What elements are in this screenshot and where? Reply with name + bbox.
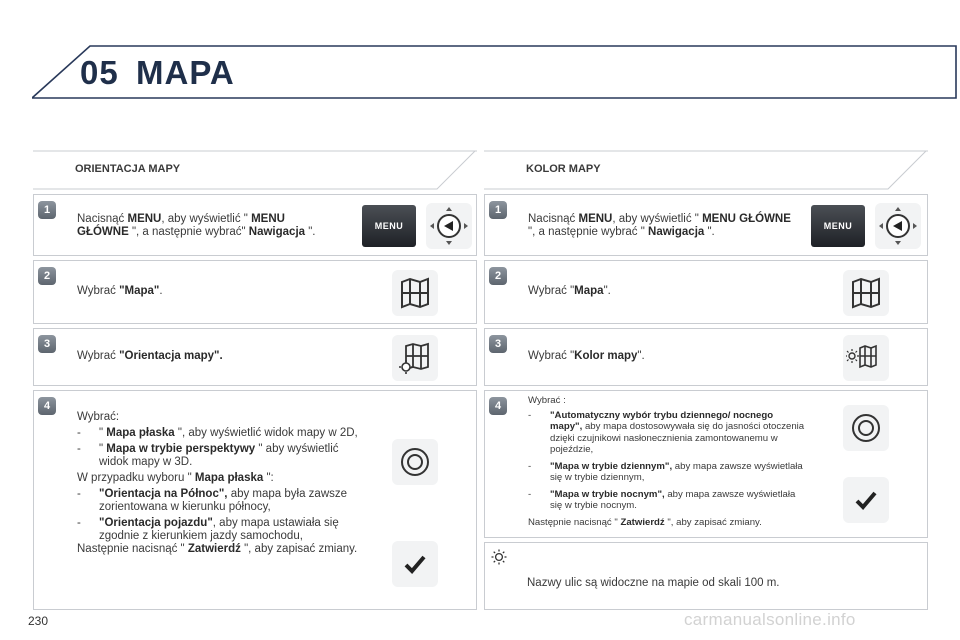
section-title-bar	[33, 150, 477, 190]
step-text: Wybrać "Kolor mapy".	[528, 350, 645, 362]
confirm-check-icon	[392, 541, 438, 587]
left-column	[33, 150, 477, 555]
step-number: 1	[489, 201, 507, 219]
section-title: ORIENTACJA MAPY	[75, 163, 181, 175]
list-item: - "Orientacja na Północ", aby mapa była zawsze zorientowana w kierunku północy,	[77, 488, 348, 513]
navigation-knob-icon	[426, 203, 472, 249]
step-4	[484, 390, 928, 538]
sun-icon	[491, 549, 507, 565]
step-text: Nacisnąć MENU, aby wyświetlić " MENU GŁÓWNE ", a następnie wybrać" Nawigacja ".	[77, 213, 316, 238]
step-number: 4	[489, 397, 507, 415]
step-number: 3	[489, 335, 507, 353]
menu-button[interactable]: MENU	[811, 205, 865, 247]
section-title-bar	[484, 150, 928, 190]
list-item: - " Mapa płaska ", aby wyświetlić widok mapy w 2D,	[77, 427, 358, 439]
map-icon	[392, 270, 438, 316]
note-text: Nazwy ulic są widoczne na mapie od skali 100 m.	[527, 577, 780, 589]
step-text: Wybrać "Mapa".	[77, 285, 163, 297]
map-icon	[843, 270, 889, 316]
list-item: - " Mapa w trybie perspektywy " aby wyświetlić widok mapy w 3D.	[77, 443, 339, 468]
step-2	[33, 260, 477, 324]
radio-selector-icon	[392, 439, 438, 485]
menu-button[interactable]: MENU	[362, 205, 416, 247]
map-orientation-icon	[392, 335, 438, 381]
step-text: Nacisnąć MENU, aby wyświetlić " MENU GŁÓWNE ", a następnie wybrać " Nawigacja ".	[528, 213, 791, 238]
step-number: 1	[38, 201, 56, 219]
list-item: - "Mapa w trybie dziennym", aby mapa zawsze wyświetlała się w trybie dziennym,	[528, 460, 803, 483]
page-title: MAPA	[136, 54, 235, 91]
step-2	[484, 260, 928, 324]
page-number: 230	[28, 614, 49, 628]
step-3	[33, 328, 477, 386]
step-number: 2	[489, 267, 507, 285]
step-text: Wybrać: - " Mapa płaska ", aby wyświetlić widok mapy w 2D, - " Mapa w trybie perspektywy " aby wyświetlić widok mapy w 3D. W przypadku wyboru " Mapa płaska ": - "Orientacja na Północ", aby mapa była zawsze zorientowana w kierunku północy, - "Orientacja pojazdu", aby mapa ustawiała się zgodnie z kierunkiem jazdy samochodu, Następnie nacisnąć " Zatwierdź ", aby zapisać zmiany.	[77, 411, 367, 556]
right-column	[484, 150, 928, 589]
watermark: carmanualsonline.info	[684, 610, 856, 629]
step-text: Wybrać "Mapa".	[528, 285, 611, 297]
radio-selector-icon	[843, 405, 889, 451]
list-item: - "Automatyczny wybór trybu dziennego/ nocnego mapy", aby mapa dostosowywała się do jasności otoczenia dzięki czujnikowi nasłonecznienia zamontowanemu w pojeździe,	[528, 409, 805, 455]
chapter-header	[32, 44, 958, 100]
confirm-check-icon	[843, 477, 889, 523]
step-text: Wybrać : - "Automatyczny wybór trybu dziennego/ nocnego mapy", aby mapa dostosowywała się do jasności otoczenia dzięki czujnikowi nasłonecznienia zamontowanemu w pojeździe, - "Mapa w trybie dziennym", aby mapa zawsze wyświetlała się w trybie dziennym, - "Mapa w trybie nocnym", aby mapa zawsze wyświetlała się w trybie nocnym. Następnie nacisnąć " Zatwierdź ", aby zapisać zmiany.	[528, 395, 808, 528]
step-4	[33, 390, 477, 610]
list-item: - "Orientacja pojazdu", aby mapa ustawiała się zgodnie z kierunkiem jazdy samochodu,	[77, 517, 339, 542]
step-number: 3	[38, 335, 56, 353]
step-number: 4	[38, 397, 56, 415]
step-number: 2	[38, 267, 56, 285]
list-item: - "Mapa w trybie nocnym", aby mapa zawsze wyświetlała się w trybie nocnym.	[528, 488, 796, 511]
map-color-day-night-icon	[843, 335, 889, 381]
step-1	[33, 194, 477, 256]
chapter-number: 05	[80, 54, 119, 91]
step-1	[484, 194, 928, 256]
info-note	[484, 542, 928, 610]
section-title: KOLOR MAPY	[526, 163, 601, 175]
step-text: Wybrać "Orientacja mapy".	[77, 350, 223, 362]
step-3	[484, 328, 928, 386]
navigation-knob-icon	[875, 203, 921, 249]
